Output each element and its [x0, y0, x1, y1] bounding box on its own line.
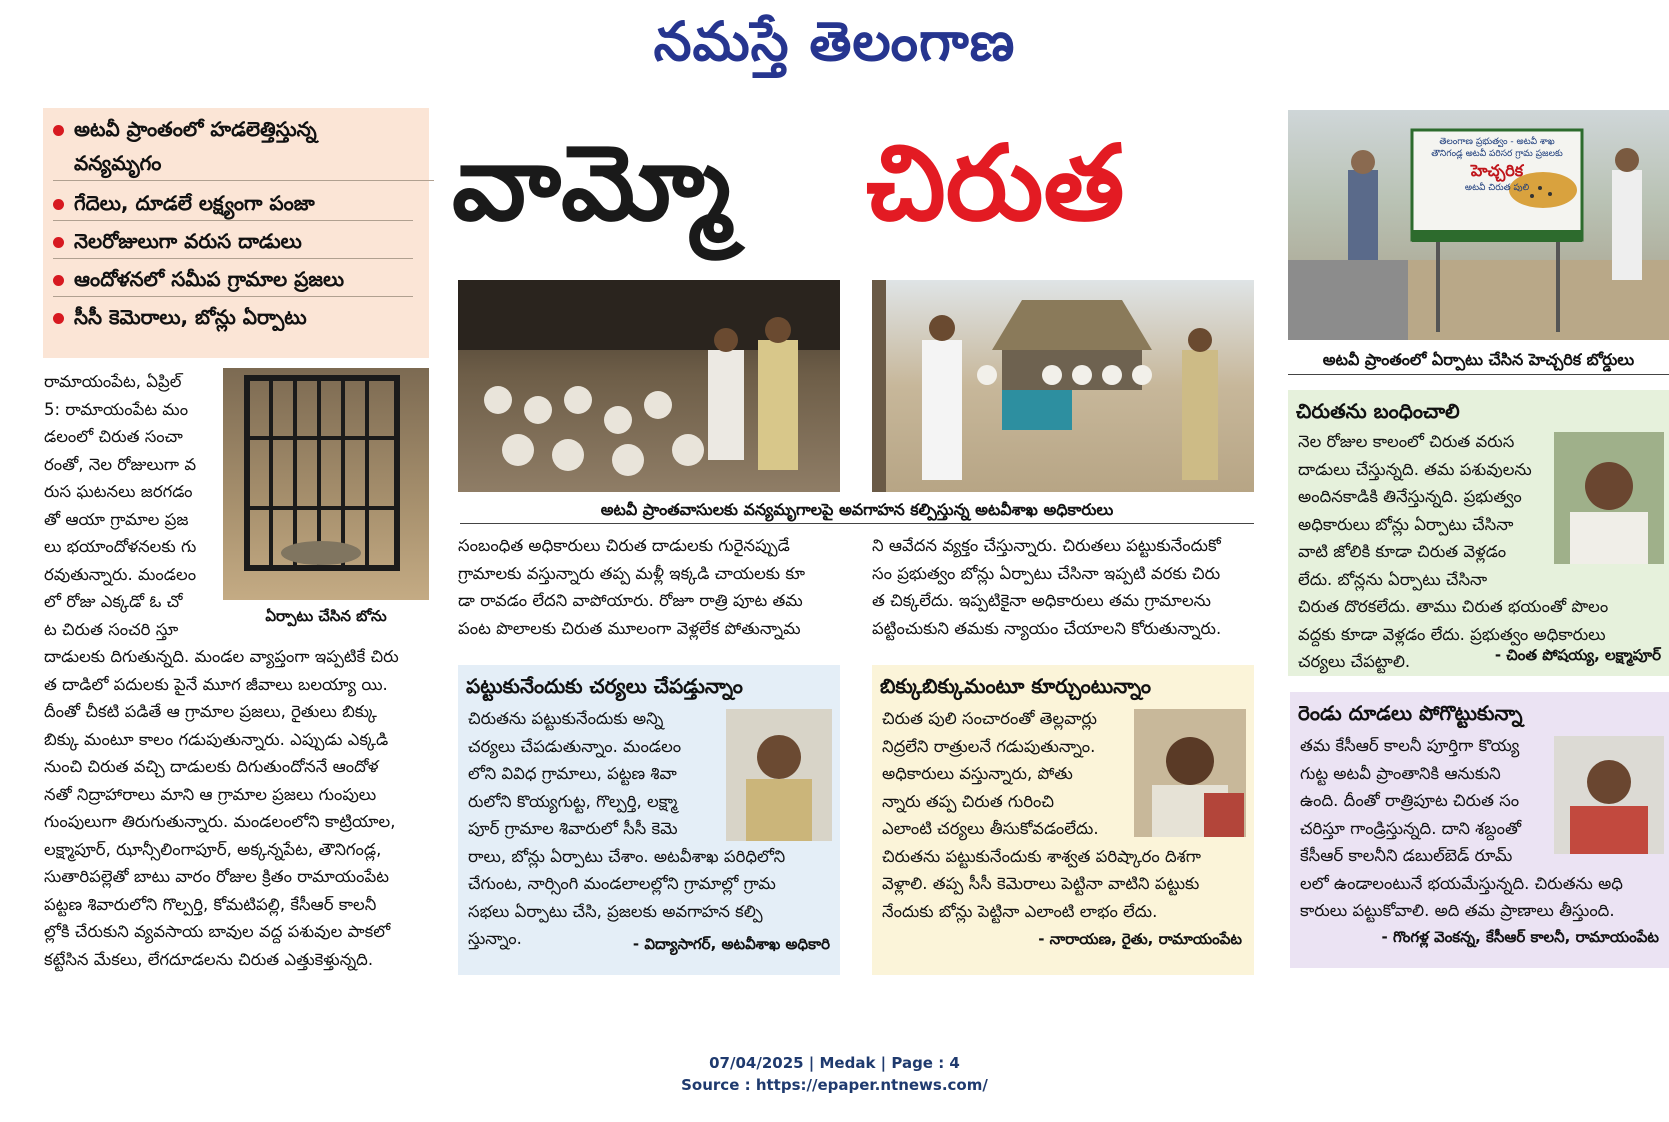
headline-part2: చిరుత	[866, 122, 1125, 244]
footer-dateline: 07/04/2025 | Medak | Page : 4	[709, 1054, 960, 1072]
box-line: చిరుతను పట్టుకునేందుకు అన్ని	[468, 709, 664, 728]
article-line: గ్రామాలకు వస్తున్నారు తప్ప మళ్లీ ఇక్కడి చాయలకు కూ	[458, 563, 805, 583]
box-line: చర్యలు చేపడుతున్నాం. మండలం	[468, 736, 682, 756]
box-line: సభలు ఏర్పాటు చేసి, ప్రజలకు అవగాహన కల్పి	[468, 901, 763, 921]
board-photo-caption: అటవీ ప్రాంతంలో ఏర్పాటు చేసిన హెచ్చరిక బోర్డులు	[1288, 346, 1669, 375]
box-line: వెళ్లాలి. తప్ప సీసీ కెమెరాలు పెట్టినా వాటిని పట్టుకు	[882, 874, 1200, 893]
article-line: రవుతున్నారు. మండలం	[44, 564, 197, 584]
article-line: పట్టణ శివారులోని గొల్పర్తి, కోమటిపల్లి, కేసీఆర్ కాలనీ	[44, 894, 377, 914]
highlight-item: అటవీ ప్రాంతంలో హడలెత్తిస్తున్న	[53, 112, 413, 146]
warning-board-text: తెలంగాణ ప్రభుత్వం - అటవీ శాఖ తౌనిగండ్ల అటవీ పరిసర గ్రామ ప్రజలకు హెచ్చరిక అటవీ చిరుత పులి	[1431, 137, 1563, 193]
newspaper-masthead: నమస్తే తెలంగాణ	[653, 10, 1016, 73]
bullet-icon	[53, 275, 64, 286]
headline-part1: వామ్మో	[452, 122, 731, 244]
box-line: చర్యలు చేపట్టాలి.	[1298, 652, 1411, 671]
box-line: కేసీఆర్ కాలనీని డబుల్‌బెడ్ రూమ్	[1300, 846, 1513, 865]
warning-board-photo	[1288, 110, 1669, 340]
cage-photo-caption: ఏర్పాటు చేసిన బోను	[265, 607, 387, 625]
article-line: లక్ష్మాపూర్, ఝాన్సీలింగాపూర్, అక్కన్నపేట, తౌనిగండ్ల,	[44, 839, 382, 859]
article-line: నుంచి చిరుత వచ్చి దాడులకు దిగుతుందోననే ఆందోళ	[44, 757, 379, 776]
box-line: కారులు పట్టుకోవాలి. అది తమ ప్రాణాలు తీస్తుంది.	[1300, 901, 1615, 920]
calves-box-title: రెండు దూడలు పోగొట్టుకున్నా	[1298, 701, 1523, 725]
article-line: గుంపులుగా తిరుగుతున్నారు. మండలంలోని కాట్రియాల,	[44, 812, 396, 831]
article-line: సంబంధిత అధికారులు చిరుత దాడులకు గురైనప్పుడే	[458, 536, 790, 555]
article-line: డలంలో చిరుత సంచా	[44, 427, 183, 446]
article-line: రంతో, నెల రోజులుగా వ	[44, 454, 197, 474]
village-meeting-illustration	[872, 280, 1254, 492]
highlight-item: నెలరోజులుగా వరుస దాడులు	[53, 224, 413, 259]
box-line: నెల రోజుల కాలంలో చిరుత వరుస	[1298, 432, 1515, 451]
bind-attribution: - చింత పోషయ్య, లక్ష్మాపూర్	[1494, 646, 1661, 664]
bind-quote-box	[1288, 390, 1669, 676]
box-line: అధికారులు బోన్లు ఏర్పాటు చేసినా	[1298, 514, 1514, 534]
article-col2	[458, 532, 840, 642]
article-line: సం ప్రభుత్వం బోన్లు ఏర్పాటు చేసినా ఇప్పటి వరకు చిరు	[872, 563, 1221, 583]
farmer-attribution: - నారాయణ, రైతు, రామాయంపేట	[1038, 930, 1242, 948]
box-line: చిరుత దొరకలేదు. తాము చిరుత భయంతో పొలం	[1298, 597, 1609, 616]
article-line: పంట పొలాలకు చిరుత మూలంగా వెళ్లలేక పోతున్నామ	[458, 618, 801, 638]
box-line: లోని వివిధ గ్రామాలు, పట్టణ శివా	[468, 764, 677, 783]
box-line: గుట్ట అటవీ ప్రాంతానికి ఆనుకుని	[1300, 763, 1501, 783]
farmer-box-text	[882, 705, 1248, 925]
highlight-item: సీసీ కెమెరాలు, బోన్లు ఏర్పాటు	[53, 300, 413, 334]
article-line: దాడులకు దిగుతున్నది. మండల వ్యాప్తంగా ఇప్పటికే చిరు	[44, 647, 399, 666]
article-line: లో రోజు ఎక్కడో ఓ చో	[44, 592, 183, 611]
footer-source: Source : https://epaper.ntnews.com/	[681, 1076, 988, 1094]
article-col1-wide	[44, 643, 429, 973]
article-line: దీంతో చీకటి పడితే ఆ గ్రామాల ప్రజలు, రైతులు బిక్కు	[44, 702, 377, 721]
article-line: కట్టేసిన మేకలు, లేగదూడలను చిరుత ఎత్తుకెళ్తున్నది.	[44, 949, 374, 969]
calves-quote-box	[1290, 692, 1669, 968]
night-meeting-photo	[458, 280, 840, 492]
official-box-title: పట్టుకునేందుకు చర్యలు చేపడ్తున్నాం	[466, 674, 743, 698]
cage-photo	[223, 368, 429, 600]
box-line: రాలు, బోన్లు ఏర్పాటు చేశాం. అటవీశాఖ పరిధిలోని	[468, 846, 786, 866]
official-attribution: - విద్యాసాగర్, అటవీశాఖ అధికారి	[632, 935, 830, 953]
box-line: తమ కేసీఆర్ కాలనీ పూర్తిగా కొయ్య	[1300, 736, 1520, 755]
highlight-item: గేదెలు, దూడలే లక్ష్యంగా పంజా	[53, 186, 413, 221]
highlights-box	[43, 108, 429, 358]
article-line: లు భయాందోళనలకు గు	[44, 537, 197, 556]
box-line: నేందుకు బోన్లు పెట్టినా ఎలాంటి లాభం లేదు.	[882, 901, 1158, 921]
box-line: చిరుత పులి సంచారంతో తెల్లవార్లు	[882, 709, 1097, 728]
box-line: వద్దకు కూడా వెళ్లడం లేదు. ప్రభుత్వం అధికారులు	[1298, 624, 1606, 644]
calves-attribution: - గొంగళ్ల వెంకన్న, కేసీఆర్ కాలనీ, రామాయంపేట	[1381, 928, 1659, 946]
highlight-item-cont: వన్యమృగం	[53, 146, 434, 181]
farmer-box-title: బిక్కుబిక్కుమంటూ కూర్చుంటున్నాం	[880, 674, 1152, 698]
article-line: తో ఆయా గ్రామాల ప్రజ	[44, 509, 189, 529]
article-line: 5: రామాయంపేట మం	[44, 399, 189, 419]
box-line: అందినకాడికి తినేస్తున్నది. ప్రభుత్వం	[1298, 487, 1522, 506]
meeting-photos-caption: అటవీ ప్రాంతవాసులకు వన్యమృగాలపై అవగాహన కల్పిస్తున్న అటవీశాఖ అధికారులు	[460, 497, 1254, 524]
box-line: చరిస్తూ గాండ్రిస్తున్నది. దాని శబ్దంతో	[1300, 818, 1522, 838]
bullet-icon	[53, 199, 64, 210]
official-box-text	[468, 705, 834, 953]
box-line: ఉంది. దీంతో రాత్రిపూట చిరుత సం	[1300, 791, 1520, 810]
article-line: ల్లోకి చేరుకుని వ్యవసాయ బావుల వద్ద పశువుల పాకలో	[44, 922, 391, 941]
farmer-quote-box	[872, 665, 1254, 975]
box-line: రులోని కొయ్యగుట్ట, గొల్పర్తి, లక్ష్మా	[468, 791, 678, 811]
bullet-icon	[53, 125, 64, 136]
box-line: చేగుంట, నార్సింగి మండలాలల్లోని గ్రామాల్లో గ్రామ	[468, 874, 776, 893]
box-line: న్నారు తప్ప చిరుత గురించి	[882, 791, 1055, 811]
bind-box-title: చిరుతను బంధించాలి	[1296, 399, 1460, 423]
article-line: ని ఆవేదన వ్యక్తం చేస్తున్నారు. చిరుతలు పట్టుకునేందుకో	[872, 536, 1221, 555]
box-line: లలో ఉండాలంటునే భయమేస్తున్నది. చిరుతను అధి	[1300, 873, 1623, 893]
box-line: ఎలాంటి చర్యలు తీసుకోవడంలేదు.	[882, 819, 1099, 838]
bullet-icon	[53, 313, 64, 324]
article-col1-narrow	[44, 368, 220, 643]
bind-box-text	[1298, 428, 1662, 676]
article-line: త దాడిలో పదులకు పైనే మూగ జీవాలు బలయ్యా యి.	[44, 674, 388, 694]
article-line: సుతారిపల్లెతో బాటు వారం రోజుల క్రితం రామాయంపేట	[44, 867, 389, 886]
meeting-crowd-illustration	[458, 280, 840, 492]
article-line: డా రావడం లేదని వాపోయారు. రోజూ రాత్రి పూట తమ	[458, 591, 803, 610]
calves-box-text	[1300, 732, 1662, 925]
article-line: పట్టించుకుని తమకు న్యాయం చేయాలని కోరుతున్నారు.	[872, 618, 1222, 638]
box-line: అధికారులు వస్తున్నారు, పోతు	[882, 764, 1073, 783]
box-line: దాడులు చేస్తున్నది. తమ పశువులను	[1298, 459, 1532, 479]
village-meeting-photo	[872, 280, 1254, 492]
article-line: నతో నిద్రాహారాలు మాని ఆ గ్రామాల ప్రజలు గుంపులు	[44, 784, 377, 804]
box-line: చిరుతను పట్టుకునేందుకు శాశ్వత పరిష్కారం దిశగా	[882, 846, 1201, 866]
box-line: నిద్రలేని రాత్రులనే గడుపుతున్నాం.	[882, 736, 1096, 756]
article-line: త చిక్కలేదు. ఇప్పటికైనా అధికారులు తమ గ్రామాలను	[872, 591, 1211, 610]
box-line: లేదు. బోన్లను ఏర్పాటు చేసినా	[1298, 569, 1488, 589]
article-line: బిక్కు మంటూ కాలం గడుపుతున్నారు. ఎప్పుడు ఎక్కడి	[44, 729, 389, 749]
official-quote-box	[458, 665, 840, 975]
article-line: రామాయంపేట, ఏప్రిల్	[44, 372, 182, 391]
cage-illustration	[223, 368, 429, 600]
box-line: స్తున్నాం.	[468, 929, 522, 948]
highlight-item: ఆందోళనలో సమీప గ్రామాల ప్రజలు	[53, 262, 413, 297]
article-line: రుస ఘటనలు జరగడం	[44, 482, 193, 501]
box-line: వాటి జోలికి కూడా చిరుత వెళ్లడం	[1298, 542, 1507, 561]
bullet-icon	[53, 237, 64, 248]
box-line: పూర్ గ్రామాల శివారులో సీసీ కెమె	[468, 819, 678, 838]
article-col3	[872, 532, 1254, 642]
article-line: ట చిరుత సంచరి స్తూ	[44, 619, 179, 639]
